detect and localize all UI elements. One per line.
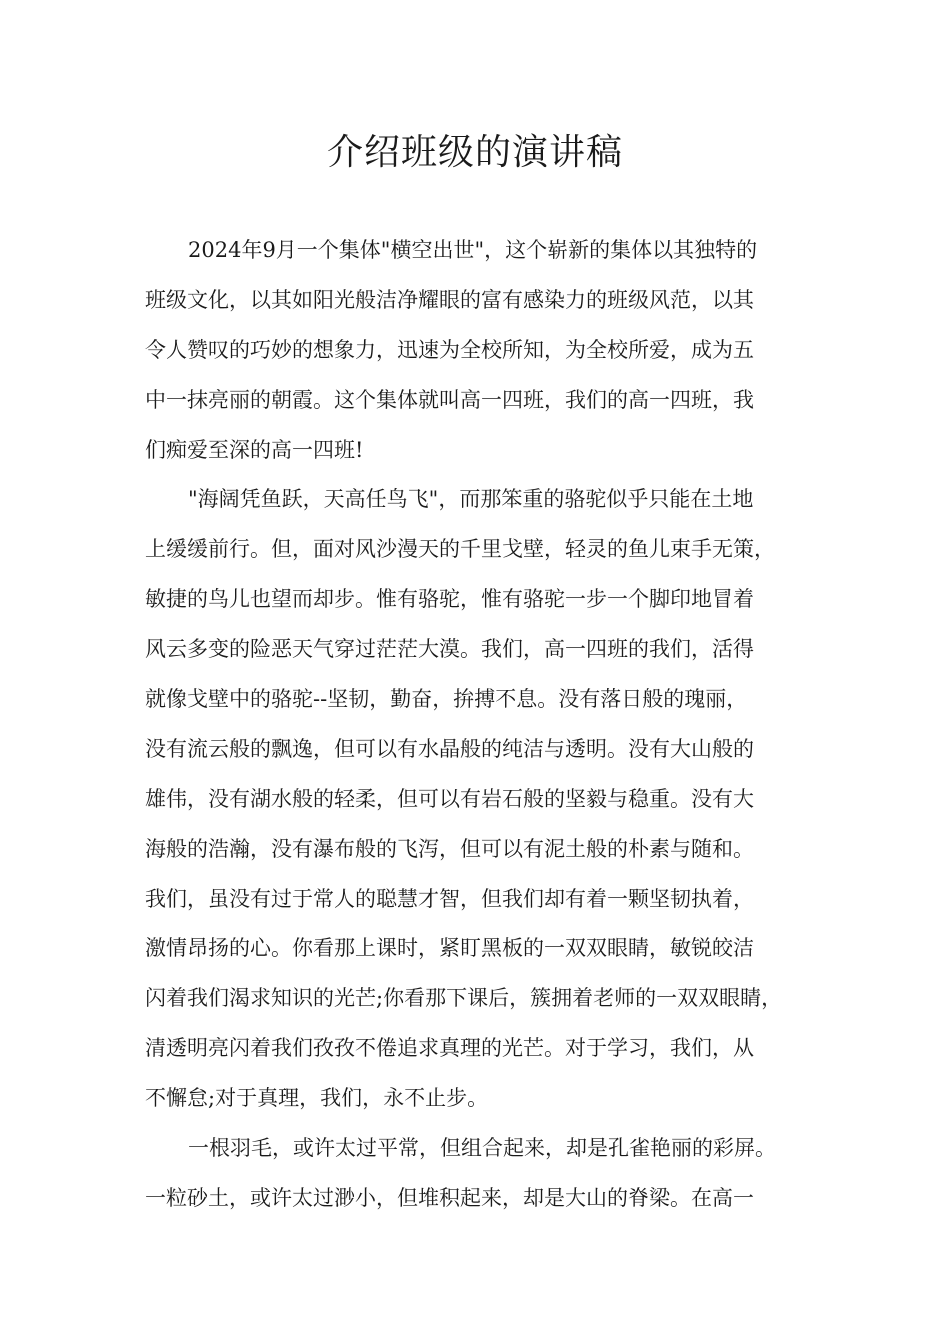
paragraph-2-line-6: 没有流云般的飘逸，但可以有水晶般的纯洁与透明。没有大山般的 [145, 736, 754, 761]
paragraph-2-line-5: 就像戈壁中的骆驼--坚韧，勤奋，拚搏不息。没有落日般的瑰丽， [145, 687, 748, 712]
paragraph-3-line-2: 一粒砂土，或许太过渺小，但堆积起来，却是大山的脊梁。在高一 [145, 1185, 754, 1210]
paragraph-1-line-5: 们痴爱至深的高一四班! [145, 437, 364, 462]
paragraph-2-line-9: 我们，虽没有过于常人的聪慧才智，但我们却有着一颗坚韧执着， [145, 886, 754, 911]
paragraph-1-line-2: 班级文化，以其如阳光般洁净耀眼的富有感染力的班级风范，以其 [145, 287, 754, 312]
paragraph-3-line-1: 一根羽毛，或许太过平常，但组合起来，却是孔雀艳丽的彩屏。 [188, 1136, 776, 1161]
paragraph-2-line-13: 不懈怠;对于真理，我们，永不止步。 [145, 1086, 489, 1111]
paragraph-1-line-1: 2024年9月一个集体"横空出世"，这个崭新的集体以其独特的 [188, 238, 758, 262]
page-title: 介绍班级的演讲稿 [326, 132, 623, 173]
paragraph-2-line-1: "海阔凭鱼跃，天高任鸟飞"，而那笨重的骆驼似乎只能在土地 [188, 487, 754, 512]
speech-body [145, 226, 825, 1224]
paragraph-2-line-10: 激情昂扬的心。你看那上课时，紧盯黑板的一双双眼睛，敏锐皎洁 [145, 936, 754, 961]
paragraph-2-line-8: 海般的浩瀚，没有瀑布般的飞泻，但可以有泥土般的朴素与随和。 [145, 836, 754, 861]
paragraph-1-line-3: 令人赞叹的巧妙的想象力，迅速为全校所知，为全校所爱，成为五 [145, 337, 754, 362]
paragraph-2-line-4: 风云多变的险恶天气穿过茫茫大漠。我们，高一四班的我们，活得 [145, 637, 754, 662]
paragraph-2-line-11: 闪着我们渴求知识的光芒;你看那下课后，簇拥着老师的一双双眼睛， [145, 986, 783, 1011]
paragraph-1-line-4: 中一抹亮丽的朝霞。这个集体就叫高一四班，我们的高一四班，我 [145, 387, 754, 412]
paragraph-2-line-12: 清透明亮闪着我们孜孜不倦追求真理的光芒。对于学习，我们，从 [145, 1036, 754, 1061]
paragraph-2-line-7: 雄伟，没有湖水般的轻柔，但可以有岩石般的坚毅与稳重。没有大 [145, 786, 754, 811]
paragraph-2-line-2: 上缓缓前行。但，面对风沙漫天的千里戈壁，轻灵的鱼儿束手无策， [145, 537, 775, 562]
paragraph-2-line-3: 敏捷的鸟儿也望而却步。惟有骆驼，惟有骆驼一步一个脚印地冒着 [145, 587, 754, 612]
